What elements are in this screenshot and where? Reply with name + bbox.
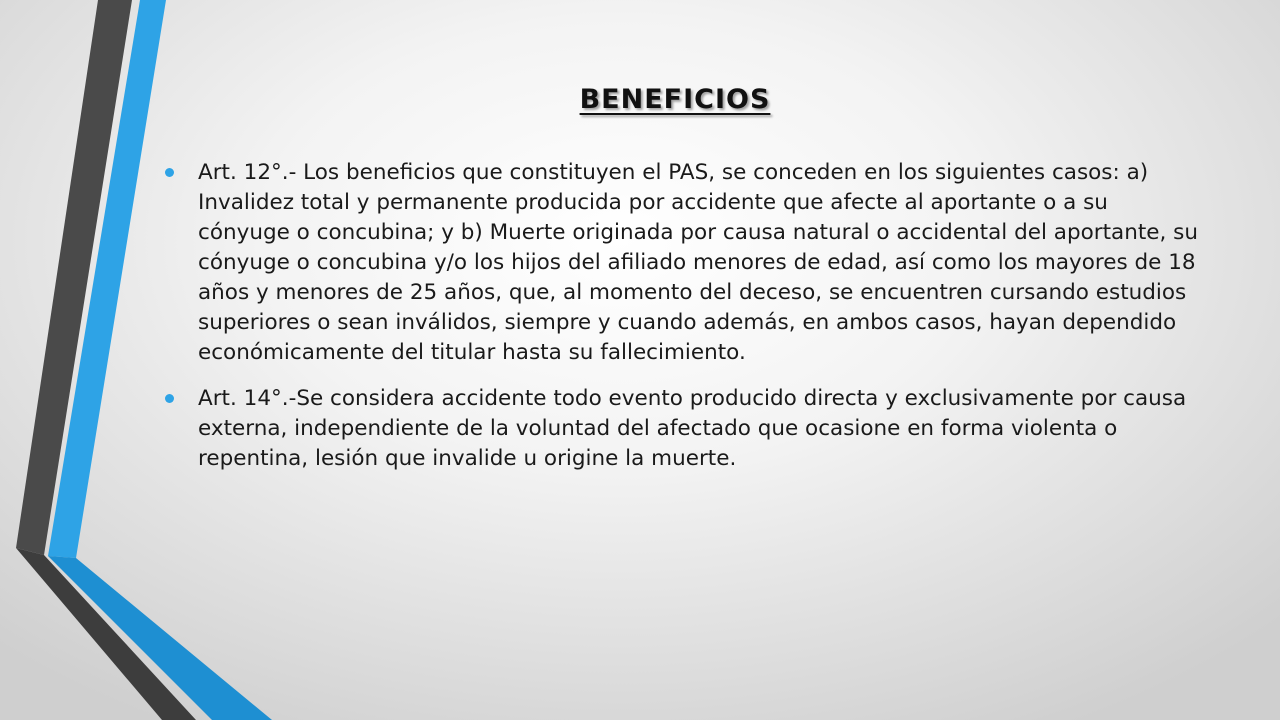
bullet-text: Art. 12°.- Los beneficios que constituyen el PAS, se conceden en los siguientes casos: a) Invalidez total y permanente producida por accidente que afecte al aportante o a su cónyuge o concubina; y b) Muerte originada por causa natural o accidental del aportante, su cónyuge o concubina y/o los hijos del afiliado menores de edad, así como los mayores de 18 años y menores de 25 años, que, al momento del deceso, se encuentren cursando estudios superiores o sean inválidos, siempre y cuando además, en ambos casos, hayan dependido económicamente del titular hasta su fallecimiento. [198, 160, 1198, 365]
bullet-list [163, 158, 1203, 490]
slide-title [0, 73, 1280, 117]
bullet-item-art-14 [163, 384, 1203, 474]
bullet-item-art-12 [163, 158, 1203, 368]
bullet-text: Art. 14°.-Se considera accidente todo evento producido directa y exclusivamente por causa externa, independiente de la voluntad del afectado que ocasione en forma violenta o repentina, lesión que invalide u origine la muerte. [198, 386, 1187, 471]
slide-title-text: beneficios [579, 73, 771, 117]
bullet-dot-icon [165, 168, 174, 177]
bullet-dot-icon [165, 394, 174, 403]
dark-stripe-lower [16, 548, 196, 720]
